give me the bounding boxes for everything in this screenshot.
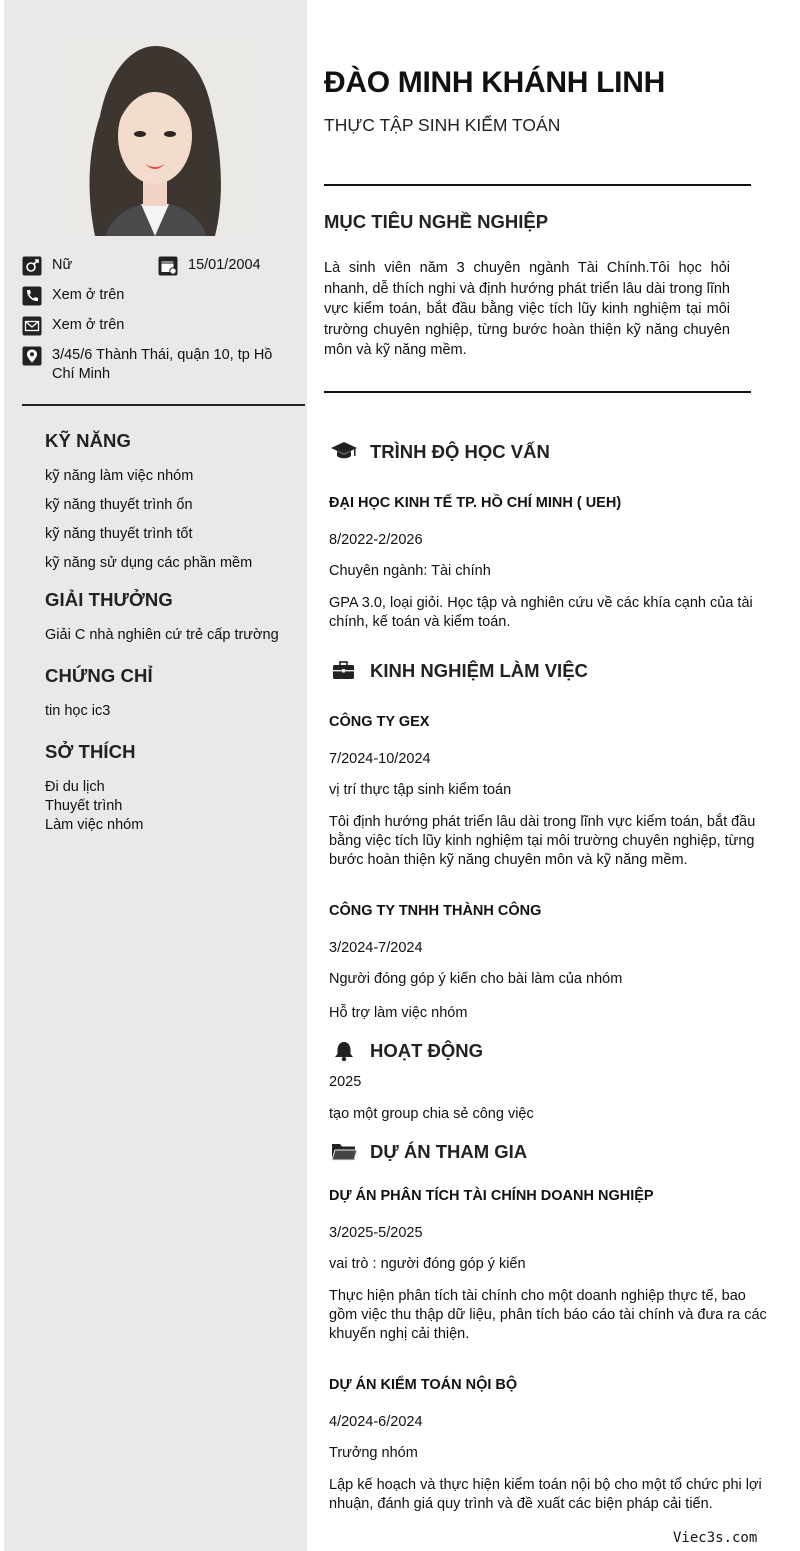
projects-heading: DỰ ÁN THAM GIA xyxy=(370,1141,528,1162)
sidebar-divider xyxy=(22,404,305,406)
candidate-name: ĐÀO MINH KHÁNH LINH xyxy=(324,66,665,99)
briefcase-icon xyxy=(330,660,358,682)
project-period: 3/2025-5/2025 xyxy=(329,1225,423,1241)
award-item: Giải C nhà nghiên cứ trẻ cấp trường xyxy=(45,627,279,643)
skill-item: kỹ năng thuyết trình tốt xyxy=(45,526,193,542)
skill-item: kỹ năng thuyết trình ổn xyxy=(45,497,193,513)
phone-icon xyxy=(22,286,42,306)
company-name: CÔNG TY TNHH THÀNH CÔNG xyxy=(329,903,542,919)
job-role: Người đóng góp ý kiến cho bài làm của nhóm xyxy=(329,971,623,987)
education-heading: TRÌNH ĐỘ HỌC VẤN xyxy=(370,441,550,462)
birthday-value: 15/01/2004 xyxy=(188,257,261,273)
job-description: Tôi định hướng phát triển lâu dài trong lĩnh vực kiểm toán, bắt đầu bằng việc tích lũy kinh nghiệm tại môi trường chuyên nghiệp, từng bước hoàn thiện kỹ năng chuyên môn và kỹ năng mềm. xyxy=(329,814,756,868)
calendar-icon xyxy=(158,256,178,276)
job-period: 7/2024-10/2024 xyxy=(329,751,431,767)
gender-value: Nữ xyxy=(52,257,73,273)
project-name: DỰ ÁN KIỂM TOÁN NỘI BỘ xyxy=(329,1377,518,1393)
education-description: GPA 3.0, loại giỏi. Học tập và nghiên cứu về các khía cạnh của tài chính, kế toán và kiểm toán. xyxy=(329,595,753,630)
header-divider xyxy=(324,184,751,186)
objective-heading: MỤC TIÊU NGHỀ NGHIỆP xyxy=(324,211,549,232)
hobby-item: Làm việc nhóm xyxy=(45,817,144,833)
activities-heading: HOẠT ĐỘNG xyxy=(370,1040,484,1061)
certificate-item: tin học ic3 xyxy=(45,703,111,719)
job-role: vị trí thực tập sinh kiểm toán xyxy=(329,782,512,798)
certificates-heading: CHỨNG CHỈ xyxy=(45,665,153,686)
education-period: 8/2022-2/2026 xyxy=(329,532,423,548)
job-description: Hỗ trợ làm việc nhóm xyxy=(329,1005,468,1021)
project-period: 4/2024-6/2024 xyxy=(329,1414,423,1430)
watermark: Viec3s.com xyxy=(673,1530,758,1546)
experience-heading: KINH NGHIỆM LÀM VIỆC xyxy=(370,660,588,681)
skill-item: kỹ năng sử dụng các phần mềm xyxy=(45,555,253,571)
objective-divider xyxy=(324,391,751,393)
graduation-cap-icon xyxy=(330,440,358,462)
project-role: Trưởng nhóm xyxy=(329,1445,418,1461)
gender-icon xyxy=(22,256,42,276)
skill-item: kỹ năng làm việc nhóm xyxy=(45,468,194,484)
company-name: CÔNG TY GEX xyxy=(329,714,430,730)
email-value: Xem ở trên xyxy=(52,317,125,333)
objective-text: Là sinh viên năm 3 chuyên ngành Tài Chính.Tôi học hỏi nhanh, dễ thích nghi và định hướng phát triển lâu dài trong lĩnh vực kiểm toán, bắt đầu bằng việc tích lũy kinh nghiệm tại môi trường chuyên nghiệp, từng bước hoàn thiện kỹ năng chuyên môn và kỹ năng mềm. xyxy=(324,260,730,358)
hobbies-heading: SỞ THÍCH xyxy=(45,741,136,762)
bell-icon xyxy=(330,1040,358,1062)
education-major: Chuyên ngành: Tài chính xyxy=(329,563,491,579)
activity-description: tạo một group chia sẻ công việc xyxy=(329,1106,534,1122)
activity-year: 2025 xyxy=(329,1074,362,1090)
hobby-item: Đi du lịch xyxy=(45,779,105,795)
awards-heading: GIẢI THƯỞNG xyxy=(45,589,173,610)
address-value: 3/45/6 Thành Thái, quận 10, tp Hồ Chí Minh xyxy=(52,347,273,382)
project-name: DỰ ÁN PHÂN TÍCH TÀI CHÍNH DOANH NGHIỆP xyxy=(329,1188,654,1204)
location-pin-icon xyxy=(22,346,42,366)
project-description: Lập kế hoạch và thực hiện kiểm toán nội bộ cho một tổ chức phi lợi nhuận, đánh giá quy trình và đề xuất các biện pháp cải tiến. xyxy=(329,1477,762,1512)
envelope-icon xyxy=(22,316,42,336)
profile-photo xyxy=(55,36,255,236)
phone-value: Xem ở trên xyxy=(52,287,125,303)
skills-heading: KỸ NĂNG xyxy=(45,430,132,451)
hobby-item: Thuyết trình xyxy=(45,798,123,814)
project-role: vai trò : người đóng góp ý kiến xyxy=(329,1256,526,1272)
job-title: THỰC TẬP SINH KIỂM TOÁN xyxy=(324,115,561,135)
school-name: ĐẠI HỌC KINH TẾ TP. HỒ CHÍ MINH ( UEH) xyxy=(329,495,622,511)
folder-icon xyxy=(330,1141,358,1163)
job-period: 3/2024-7/2024 xyxy=(329,940,423,956)
project-description: Thực hiện phân tích tài chính cho một doanh nghiệp thực tế, bao gồm việc thu thập dữ liệu, phân tích báo cáo tài chính và đưa ra các khuyến nghị cải thiện. xyxy=(329,1288,767,1342)
